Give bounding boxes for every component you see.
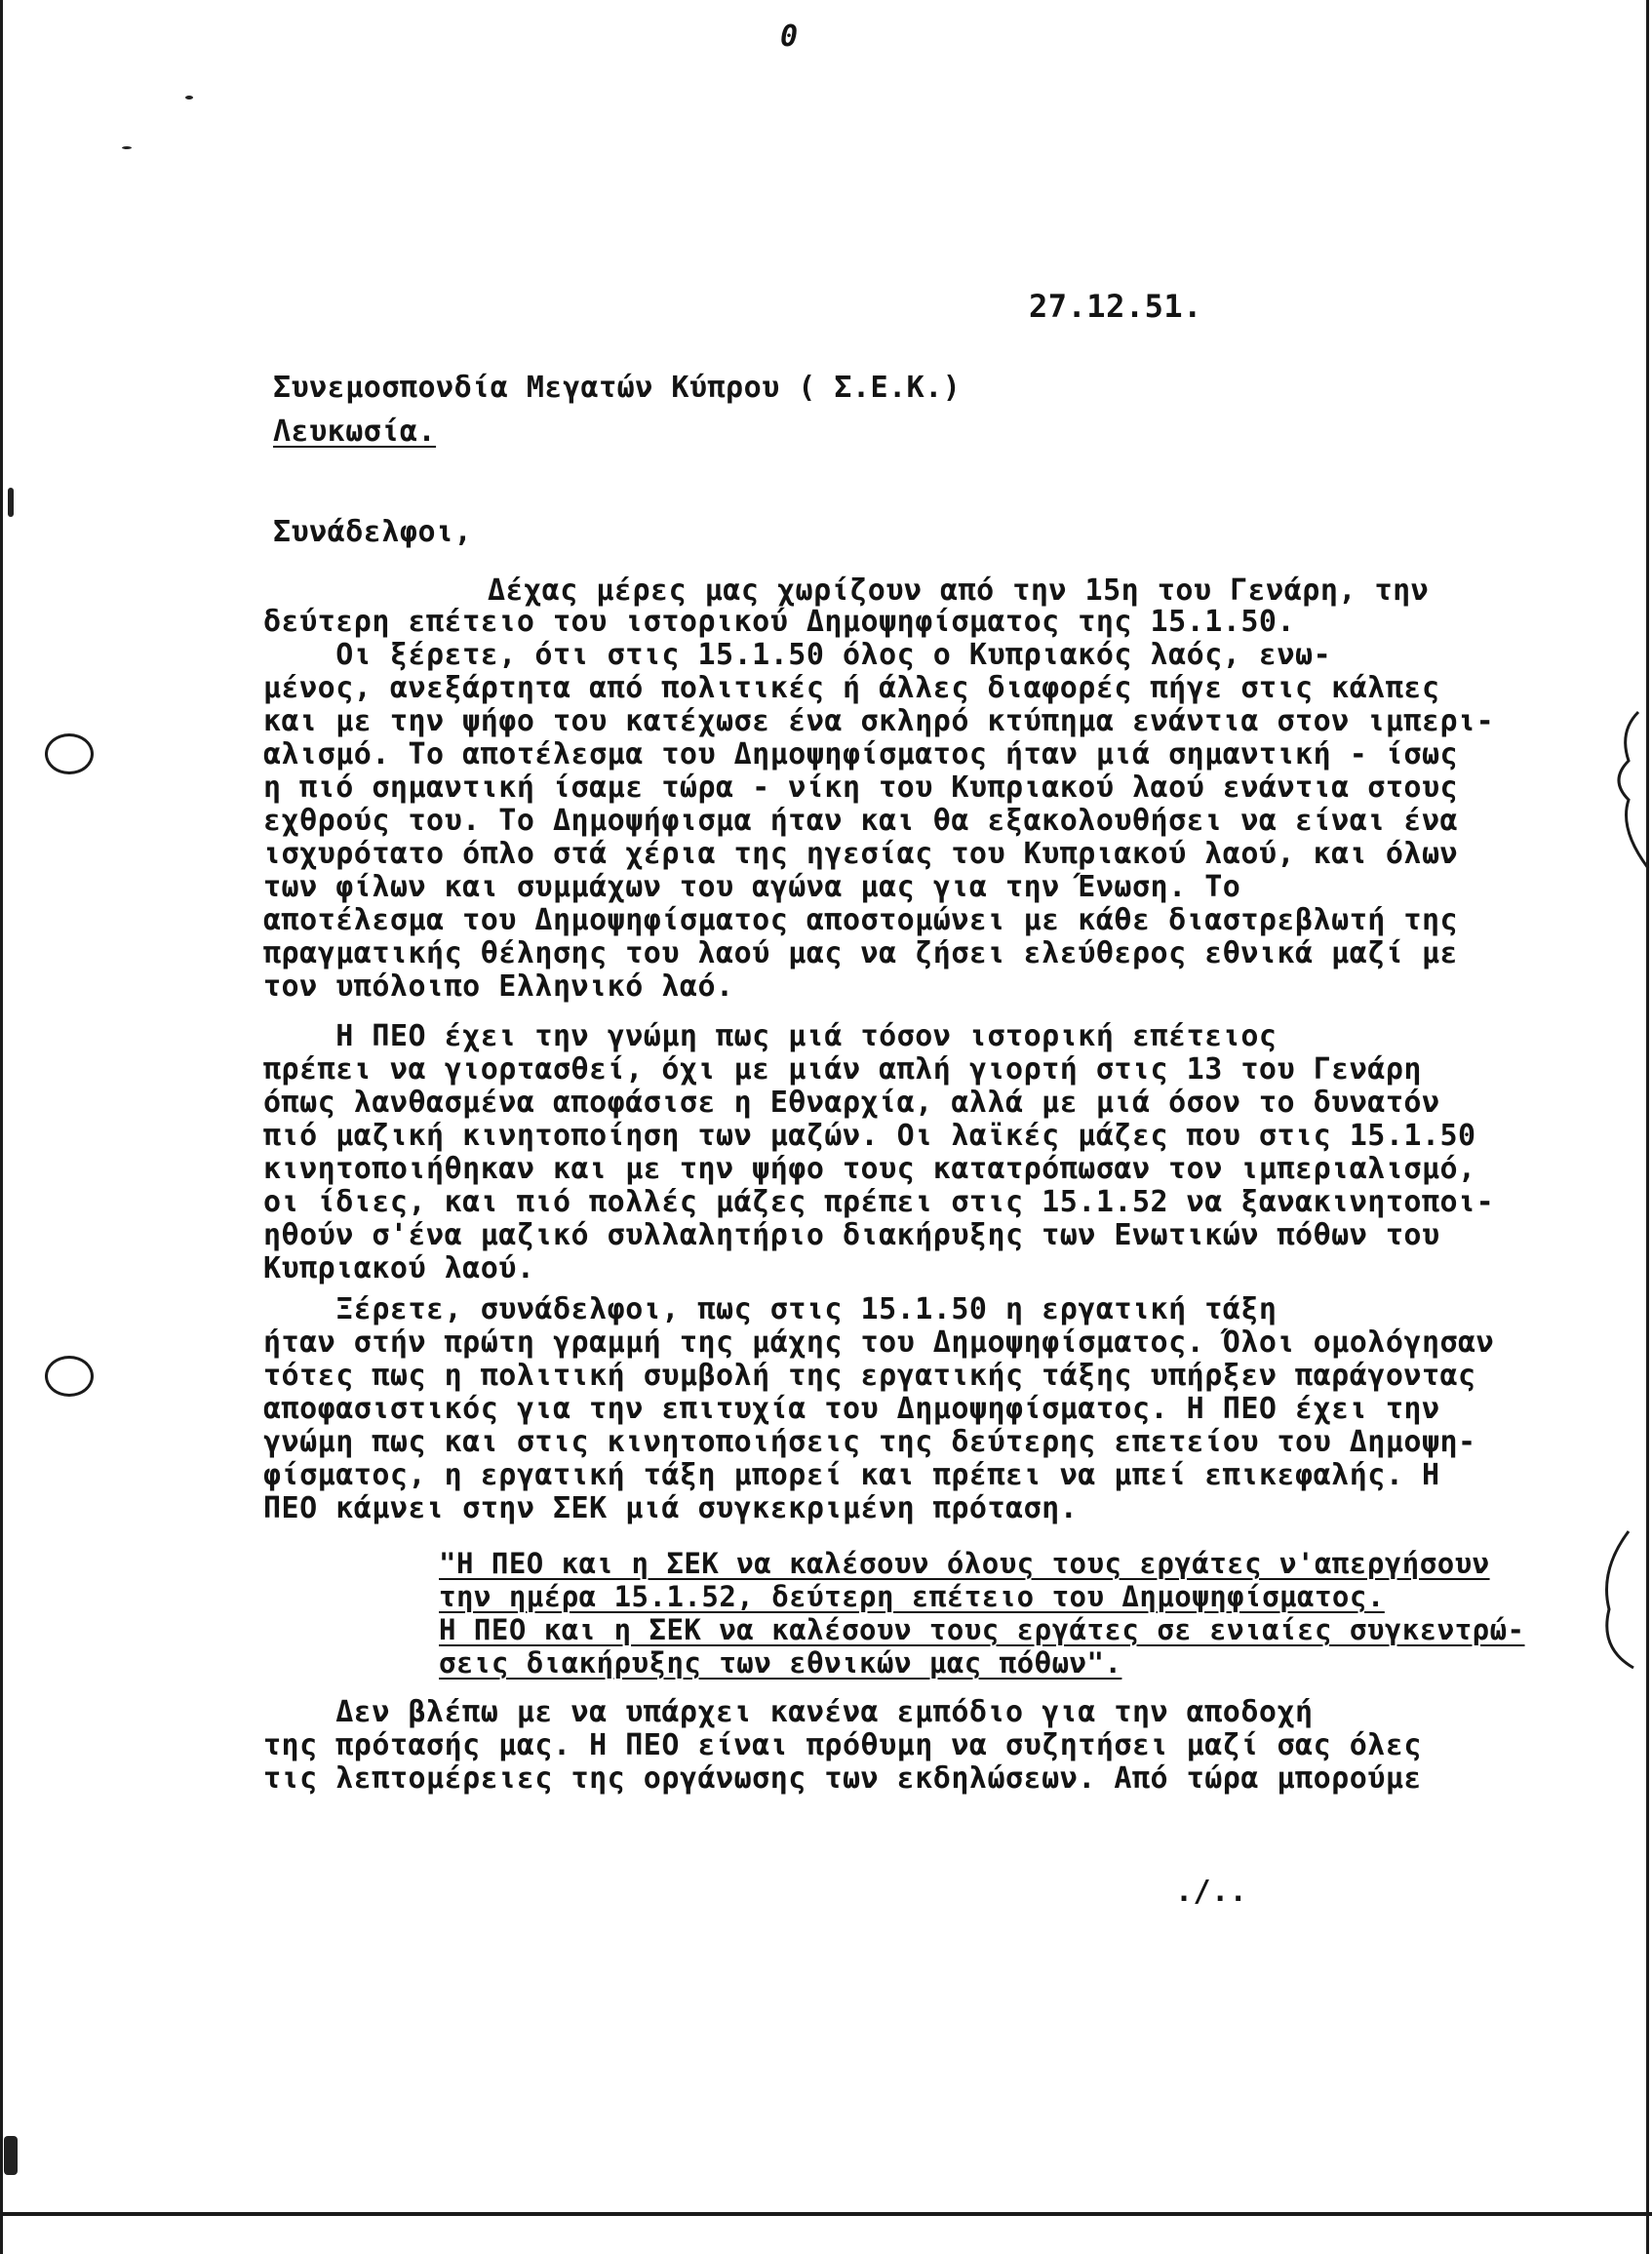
text-line: της πρότασής μας. Η ΠΕΟ είναι πρόθυμη να συζητήσει μαζί σας όλες bbox=[263, 1728, 1422, 1762]
text-line: η πιό σημαντική ίσαμε τώρα - νίκη του Κυπριακού λαού ενάντια στους bbox=[263, 771, 1459, 805]
text-line: οι ίδιες, και πιό πολλές μάζες πρέπει στις 15.1.52 να ξανακινητοποι- bbox=[263, 1185, 1495, 1219]
page-number: 0 bbox=[780, 20, 799, 54]
text-line: γνώμη πως και στις κινητοποιήσεις της δεύτερης επετείου του Δημοψη- bbox=[263, 1425, 1476, 1459]
text-line: τότες πως η πολιτική συμβολή της εργατικής τάξης υπήρξεν παράγοντας bbox=[263, 1359, 1476, 1393]
page-bottom-edge bbox=[0, 2212, 1652, 2216]
text-line: αποφασιστικός για την επιτυχία του Δημοψηφίσματος. Η ΠΕΟ έχει την bbox=[263, 1392, 1440, 1426]
salutation: Συνάδελφοι, bbox=[273, 515, 473, 549]
text-line: ΠΕΟ κάμνει στην ΣΕΚ μιά συγκεκριμένη πρόταση. bbox=[263, 1491, 1079, 1525]
addressee-city: Λευκωσία. bbox=[273, 415, 437, 449]
punch-hole-top bbox=[45, 733, 94, 774]
text-line: αποτέλεσμα του Δημοψηφίσματος αποστομώνει με κάθε διαστρεβλωτή της bbox=[263, 903, 1459, 937]
text-line: και με την ψήφο του κατέχωσε ένα σκληρό κτύπημα ενάντια στον ιμπερι- bbox=[263, 704, 1495, 738]
margin-speck bbox=[8, 488, 14, 517]
text-line: Δεν βλέπω με να υπάρχει κανένα εμπόδιο για την αποδοχή bbox=[263, 1695, 1314, 1729]
text-line: πιό μαζική κινητοποίηση των μαζών. Οι λαϊκές μάζες που στις 15.1.50 bbox=[263, 1119, 1476, 1153]
proposal-line: "Η ΠΕΟ και η ΣΕΚ να καλέσουν όλους τους εργάτες ν'απεργήσουν bbox=[439, 1547, 1490, 1580]
margin-speck bbox=[122, 146, 132, 149]
letter-date: 27.12.51. bbox=[1029, 288, 1202, 325]
margin-speck bbox=[4, 2136, 18, 2175]
page-left-edge bbox=[0, 0, 3, 2254]
text-line: Κυπριακού λαού. bbox=[263, 1251, 535, 1285]
addressee-organization: Συνεμοσπονδία Μεγατών Κύπρου ( Σ.Ε.Κ.) bbox=[273, 371, 962, 405]
text-line: Ξέρετε, συνάδελφοι, πως στις 15.1.50 η εργατική τάξη bbox=[263, 1292, 1278, 1326]
text-line: μένος, ανεξάρτητα από πολιτικές ή άλλες διαφορές πήγε στις κάλπες bbox=[263, 671, 1440, 705]
page-right-edge bbox=[1646, 0, 1649, 2254]
text-line: κινητοποιήθηκαν και με την ψήφο τους κατατρόπωσαν τον ιμπεριαλισμό, bbox=[263, 1152, 1476, 1186]
proposal-line: σεις διακήρυξης των εθνικών μας πόθων". bbox=[439, 1646, 1122, 1680]
margin-bracket-mark bbox=[1599, 702, 1652, 878]
text-line: εχθρούς του. Το Δημοψήφισμα ήταν και θα εξακολουθήσει να είναι ένα bbox=[263, 804, 1459, 838]
text-line: Δέχας μέρες μας χωρίζουν από την 15η του Γενάρη, την bbox=[488, 573, 1430, 608]
text-line: τον υπόλοιπο Ελληνικό λαό. bbox=[263, 969, 734, 1004]
text-line: Η ΠΕΟ έχει την γνώμη πως μιά τόσον ιστορική επέτειος bbox=[263, 1019, 1278, 1053]
text-line: αλισμό. Το αποτέλεσμα του Δημοψηφίσματος ήταν μιά σημαντική - ίσως bbox=[263, 737, 1459, 771]
text-line: φίσματος, η εργατική τάξη μπορεί και πρέπει να μπεί επικεφαλής. Η bbox=[263, 1458, 1440, 1492]
text-line: των φίλων και συμμάχων του αγώνα μας για την Ένωση. Το bbox=[263, 870, 1241, 904]
margin-line-mark bbox=[1580, 1522, 1638, 1678]
text-line: ηθούν σ'ένα μαζικό συλλαλητήριο διακήρυξης των Ενωτικών πόθων του bbox=[263, 1218, 1440, 1252]
punch-hole-bottom bbox=[45, 1356, 94, 1397]
text-line: δεύτερη επέτειο του ιστορικού Δημοψηφίσματος της 15.1.50. bbox=[263, 605, 1296, 639]
proposal-line: Η ΠΕΟ και η ΣΕΚ να καλέσουν τους εργάτες σε ενιαίες συγκεντρώ- bbox=[439, 1613, 1525, 1646]
text-line: ισχυρότατο όπλο στά χέρια της ηγεσίας του Κυπριακού λαού, και όλων bbox=[263, 837, 1459, 871]
text-line: πρέπει να γιορτασθεί, όχι με μιάν απλή γιορτή στις 13 του Γενάρη bbox=[263, 1052, 1422, 1087]
proposal-line: την ημέρα 15.1.52, δεύτερη επέτειο του Δημοψηφίσματος. bbox=[439, 1580, 1385, 1613]
continuation-mark: ./.. bbox=[1175, 1875, 1248, 1909]
text-line: τις λεπτομέρειες της οργάνωσης των εκδηλώσεων. Από τώρα μπορούμε bbox=[263, 1761, 1422, 1796]
text-line: Οι ξέρετε, ότι στις 15.1.50 όλος ο Κυπριακός λαός, ενω- bbox=[263, 638, 1332, 672]
text-line: ήταν στήν πρώτη γραμμή της μάχης του Δημοψηφίσματος. Όλοι ομολόγησαν bbox=[263, 1325, 1495, 1360]
text-line: πραγματικής θέλησης του λαού μας να ζήσει ελεύθερος εθνικά μαζί με bbox=[263, 936, 1459, 970]
margin-speck bbox=[185, 96, 193, 99]
text-line: όπως λανθασμένα αποφάσισε η Εθναρχία, αλλά με μιά όσον το δυνατόν bbox=[263, 1086, 1440, 1120]
